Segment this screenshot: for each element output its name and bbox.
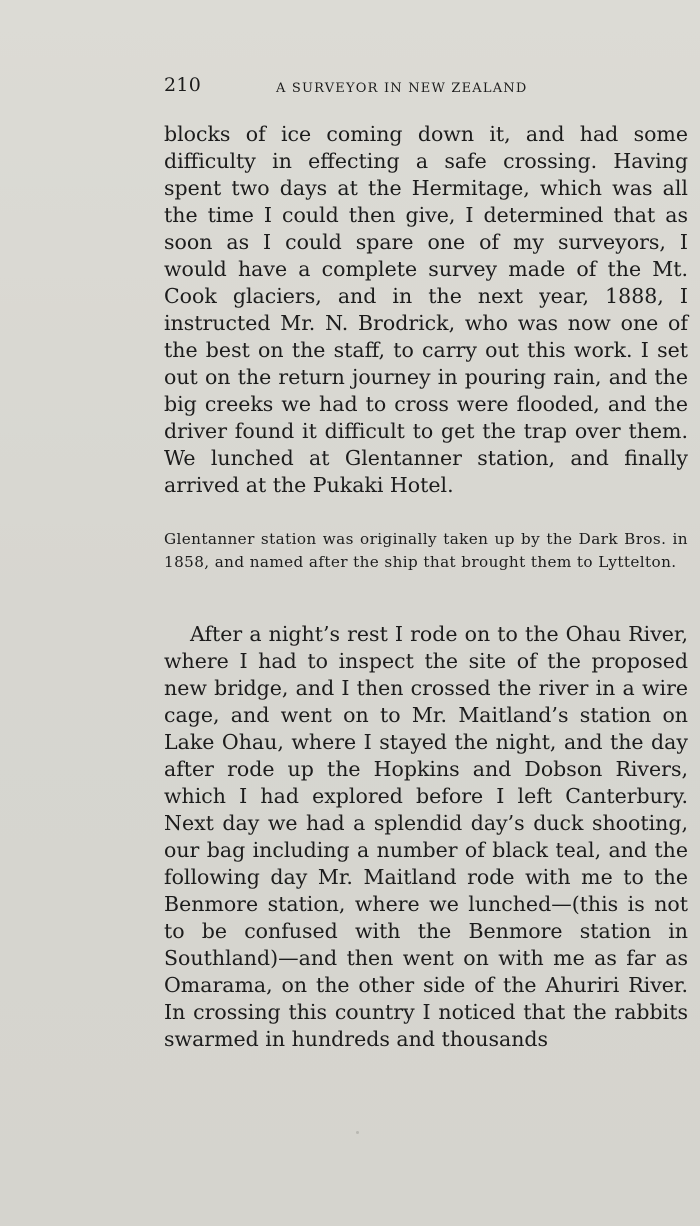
paper-speck <box>356 1131 359 1134</box>
body-paragraph-2: After a night’s rest I rode on to the Ohau River, where I had to inspect the site of the proposed new bridge, and I then crossed the river in a wire cage, and went on to Mr. Maitland’s station on Lake Ohau, where I stayed the night, and the day after rode up the Hopkins and Dobson Rivers, which I had explored before I left Canterbury. Next day we had a splendid day’s duck shooting, our bag including a number of black teal, and the following day Mr. Maitland rode with me to the Benmore station, where we lunched—(this is not to be confused with the Benmore station in Southland)—and then went on with me as far as Omarama, on the other side of the Ahuriri River. In crossing this country I noticed that the rabbits swarmed in hundreds and thousands <box>164 622 688 1051</box>
footnote: Glentanner station was originally taken up by the Dark Bros. in 1858, and named after the ship that brought them to Lyttelton. <box>164 530 688 571</box>
running-head: A SURVEYOR IN NEW ZEALAND <box>276 81 528 96</box>
page-header <box>164 74 684 104</box>
page-number: 210 <box>164 74 202 96</box>
body-paragraph-1: blocks of ice coming down it, and had some difficulty in effecting a safe crossing. Having spent two days at the Hermitage, which was all the time I could then give, I determined that as soon as I could spare one of my surveyors, I would have a complete survey made of the Mt. Cook glaciers, and in the next year, 1888, I instructed Mr. N. Brodrick, who was now one of the best on the staff, to carry out this work. I set out on the return journey in pouring rain, and the big creeks we had to cross were flooded, and the driver found it difficult to get the trap over them. We lunched at Glentanner station, and finally arrived at the Pukaki Hotel. <box>164 122 688 497</box>
